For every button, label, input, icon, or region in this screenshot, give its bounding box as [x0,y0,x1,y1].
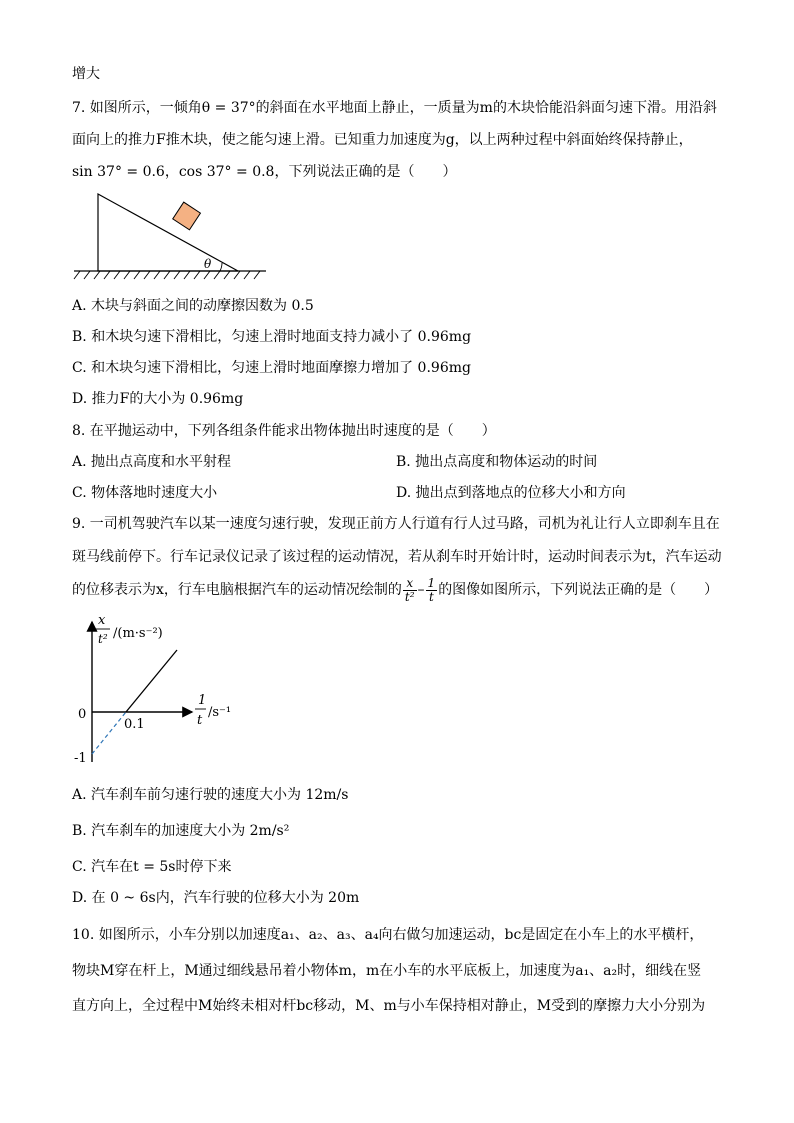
q7-stem-line1: 7. 如图所示，一倾角θ = 37°的斜面在水平地面上静止，一质量为m的木块恰能沿斜面匀速下滑。用沿斜 [72,100,717,116]
incline-triangle [98,194,238,271]
angle-arc [220,263,222,271]
incline-figure [70,188,270,284]
y-axis-num: x [98,613,106,628]
q9-line3-end: 的图像如图所示，下列说法正确的是（ ） [438,582,719,598]
q9-option-d: D. 在 0 ~ 6s内，汽车行驶的位移大小为 20m [72,890,360,906]
graph-line [126,650,177,712]
q8-option-a: A. 抛出点高度和水平射程 [72,454,232,470]
dashed-extrapolation [92,712,126,754]
q9-stem-line3 [72,572,732,608]
q7-option-a: A. 木块与斜面之间的动摩擦因数为 0.5 [72,298,314,314]
y-intercept-label: -1 [74,751,87,766]
q7-stem-line2: 面向上的推力F推木块，使之能匀速上滑。已知重力加速度为g，以上两种过程中斜面始终保持静止， [72,132,693,148]
x-axis-num: 1 [198,693,207,708]
angle-label: θ [204,257,212,271]
one-over-t: $\frac{1}{t}$ [427,575,436,604]
q9-stem-line2: 斑马线前停下。行车记录仪记录了该过程的运动情况，若从刹车时开始计时，运动时间表示为t，汽车运动 [72,549,722,565]
q7-option-c: C. 和木块匀速下滑相比，匀速上滑时地面摩擦力增加了 0.96mg [72,360,471,376]
q7-stem-line3: sin 37° = 0.6，cos 37° = 0.8，下列说法正确的是（ ） [72,164,457,180]
previous-answer-fragment: 增大 [72,66,100,82]
q7-option-b: B. 和木块匀速下滑相比，匀速上滑时地面支持力减小了 0.96mg [72,329,472,345]
q8-option-b: B. 抛出点高度和物体运动的时间 [396,454,598,470]
y-axis-den: t² [98,632,108,646]
x-intercept-label: 0.1 [124,717,145,732]
q10-stem-line2: 物块M穿在杆上，M通过细线悬吊着小物体m，m在小车的水平底板上，加速度为a₁、a₂时，细线在竖 [72,963,702,979]
x-axis-den: t [197,713,203,728]
x-over-t-squared: $\frac{x}{\text{t²}}$ [404,575,415,604]
x-axis-unit: /s⁻¹ [208,705,232,720]
q9-graph [70,612,270,772]
q9-stem-line1: 9. 一司机驾驶汽车以某一速度匀速行驶，发现正前方人行道有行人过马路，司机为礼让行人立即刹车且在 [72,516,720,532]
q8-option-d: D. 抛出点到落地点的位移大小和方向 [396,485,626,501]
q9-option-c: C. 汽车在t = 5s时停下来 [72,859,232,875]
q8-stem: 8. 在平抛运动中，下列各组条件能求出物体抛出时速度的是（ ） [72,423,496,439]
wooden-block [173,202,201,230]
q8-option-c: C. 物体落地时速度大小 [72,485,218,501]
q9-option-a: A. 汽车刹车前匀速行驶的速度大小为 12m/s [72,787,349,803]
q10-stem-line1: 10. 如图所示，小车分别以加速度a₁、a₂、a₃、a₄向右做匀加速运动，bc是固定在小车上的水平横杆， [72,927,704,943]
q9-option-b: B. 汽车刹车的加速度大小为 2m/s² [72,823,290,839]
origin-label: 0 [78,707,87,722]
y-axis-unit: /(m·s⁻²) [113,626,163,641]
q10-stem-line3: 直方向上，全过程中M始终未相对杆bc移动，M、m与小车保持相对静止，M受到的摩擦力大小分别为 [72,998,706,1014]
ground-hatching [74,271,260,279]
dash: – [417,582,425,598]
q9-line3-start: 的位移表示为x，行车电脑根据汽车的运动情况绘制的 [72,582,402,598]
q7-option-d: D. 推力F的大小为 0.96mg [72,391,244,407]
